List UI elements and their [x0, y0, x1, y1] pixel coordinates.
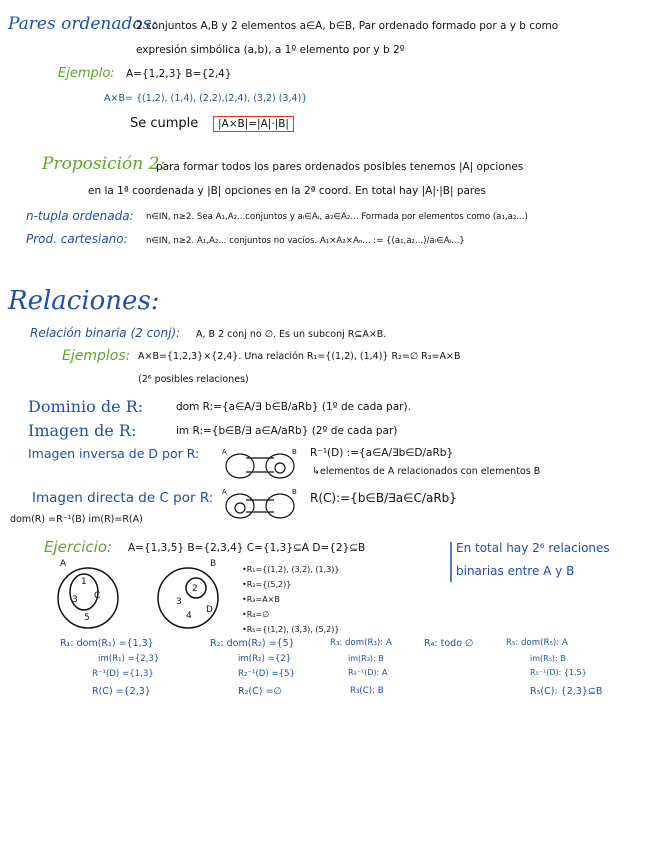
- dom-im-line: dom(R) =R⁻¹(B) im(R)=R(A): [10, 514, 143, 525]
- venn-diagrams: [48, 560, 248, 640]
- total-line1: En total hay 2⁶ relaciones: [456, 541, 610, 555]
- svg-text:B: B: [292, 448, 297, 456]
- directa-text: R(C):={b∈B/∃a∈C/aRb}: [310, 491, 457, 505]
- r5-dir: R₅(C): {2,3}⊆B: [530, 686, 603, 697]
- ejemplo-label: Ejemplo:: [58, 66, 115, 81]
- ejemplo-product: A×B= {(1,2), (1,4), (2,2),(2,4), (3,2) (3,4)}: [104, 93, 308, 104]
- total-line2: binarias entre A y B: [456, 564, 575, 578]
- venn-b-label: B: [210, 559, 217, 569]
- r2-im: im(R₂) ={2}: [238, 654, 292, 664]
- proposicion-label: Proposición 2:: [42, 154, 166, 174]
- rel-4: R₄=∅: [246, 610, 270, 619]
- proposicion-line1: para formar todos los pares ordenados posibles tenemos |A| opciones: [156, 161, 524, 173]
- svg-text:B: B: [292, 488, 297, 496]
- rel-1: R₁={(1,2), (3,2), (1,3)}: [246, 565, 340, 574]
- r2-title: R₂: dom(R₂) ={5}: [210, 638, 295, 649]
- rel-2: R₂={(5,2)}: [246, 580, 292, 589]
- r1-im: im(R₁) ={2,3}: [98, 654, 160, 664]
- rel-5: R₅={(1,2), (3,3), (5,2)}: [246, 625, 340, 634]
- r1-inv: R⁻¹(D) ={1,3}: [92, 669, 154, 679]
- r3-im: im(R₃): B: [348, 654, 384, 663]
- rel-list-3: •R₃=A×B: [242, 595, 280, 604]
- directa-label: Imagen directa de C por R:: [32, 490, 214, 506]
- ejercicio-label: Ejercicio:: [44, 538, 113, 556]
- prod-label: Prod. cartesiano:: [26, 232, 128, 246]
- inversa-text: R⁻¹(D) :={a∈A/∃b∈D/aRb}: [310, 447, 454, 459]
- cumple-formula: |A×B|=|A|·|B|: [213, 116, 294, 132]
- rel-list-5: •R₅={(1,2), (3,3), (5,2)}: [242, 625, 340, 634]
- prod-text: n∈IN, n≥2. A₁,A₂... conjuntos no vacíos. A₁×A₂×Aₙ... := {(a₁,a₂...)/aᵢ∈Aᵢ...}: [146, 236, 465, 246]
- rel-3: R₃=A×B: [246, 595, 280, 604]
- venn-a-elem-1: 1: [81, 577, 87, 587]
- cumple-text: Se cumple: [130, 116, 199, 131]
- venn-c-label: C: [94, 591, 101, 601]
- pares-label: Pares ordenados:: [8, 14, 158, 34]
- svg-text:A: A: [222, 488, 227, 496]
- venn-a-elem-3: 5: [84, 613, 90, 623]
- venn-b-elem-3: 4: [186, 611, 192, 621]
- ejemplo-sets: A={1,2,3} B={2,4}: [126, 68, 232, 80]
- pares-line1: 2 conjuntos A,B y 2 elementos a∈A, b∈B, Par ordenado formado por a y b como: [136, 20, 559, 32]
- r3-title: R₃: dom(R₃): A: [330, 638, 392, 648]
- r5-inv: R₅⁻¹(D): {1,5}: [530, 668, 587, 677]
- total-bracket: [446, 540, 456, 584]
- svg-text:A: A: [222, 448, 227, 456]
- r4-title: R₄: todo ∅: [424, 638, 474, 649]
- relation-mini-diagrams: [218, 446, 308, 526]
- imagen-label: Imagen de R:: [28, 421, 137, 440]
- r3-dir: R₃(C): B: [350, 686, 384, 696]
- relaciones-title: Relaciones:: [8, 286, 160, 316]
- ntupla-text: n∈IN, n≥2. Sea A₁,A₂...conjuntos y aᵢ∈Aᵢ, a₂∈A₂... Formada por elementos como (a₁,a₂...): [146, 212, 528, 222]
- ejemplos-text: A×B={1,2,3}×{2,4}. Una relación R₁={(1,2), (1,4)} R₂=∅ R₃=A×B: [138, 351, 461, 362]
- dominio-text: dom R:={a∈A/∃ b∈B/aRb} (1º de cada par).: [176, 401, 411, 413]
- pares-line2: expresión simbólica (a,b), a 1º elemento por y b 2º: [136, 44, 405, 56]
- rel-list-2: •R₂={(5,2)}: [242, 580, 292, 589]
- binaria-text: A, B 2 conj no ∅. Es un subconj R⊆A×B.: [196, 329, 387, 340]
- venn-a-elem-2: 3: [72, 595, 78, 605]
- inversa-note-text: elementos de A relacionados con elementos B: [319, 466, 541, 477]
- r2-inv: R₂⁻¹(D) ={5}: [238, 669, 296, 679]
- ntupla-label: n-tupla ordenada:: [26, 209, 134, 223]
- imagen-text: im R:={b∈B/∃ a∈A/aRb} (2º de cada par): [176, 425, 398, 437]
- r1-title: R₁: dom(R₁) ={1,3}: [60, 638, 154, 649]
- r5-title: R₅: dom(R₅): A: [506, 638, 568, 648]
- dominio-label: Dominio de R:: [28, 397, 144, 416]
- proposicion-line2: en la 1ª coordenada y |B| opciones en la 2ª coord. En total hay |A|·|B| pares: [88, 185, 486, 197]
- r1-dir: R(C) ={2,3}: [92, 686, 151, 697]
- ejemplos-label: Ejemplos:: [62, 348, 131, 364]
- venn-a-label: A: [60, 559, 67, 569]
- venn-b-elem-2: 3: [176, 597, 182, 607]
- inversa-label: Imagen inversa de D por R:: [28, 446, 200, 461]
- binaria-label: Relación binaria (2 conj):: [30, 326, 181, 340]
- r5-im: im(R₅): B: [530, 654, 566, 663]
- r3-inv: R₃⁻¹(D): A: [348, 668, 388, 677]
- venn-d-label: D: [206, 605, 213, 615]
- ejemplos-note: (2⁶ posibles relaciones): [138, 374, 249, 385]
- rel-list-4: •R₄=∅: [242, 610, 270, 619]
- inversa-note: ↳elementos de A relacionados con elementos B: [312, 466, 541, 477]
- r2-dir: R₂(C) =∅: [238, 686, 282, 697]
- ejercicio-sets: A={1,3,5} B={2,3,4} C={1,3}⊆A D={2}⊆B: [128, 542, 366, 554]
- rel-list-1: •R₁={(1,2), (3,2), (1,3)}: [242, 565, 340, 574]
- venn-b-elem-1: 2: [192, 584, 198, 594]
